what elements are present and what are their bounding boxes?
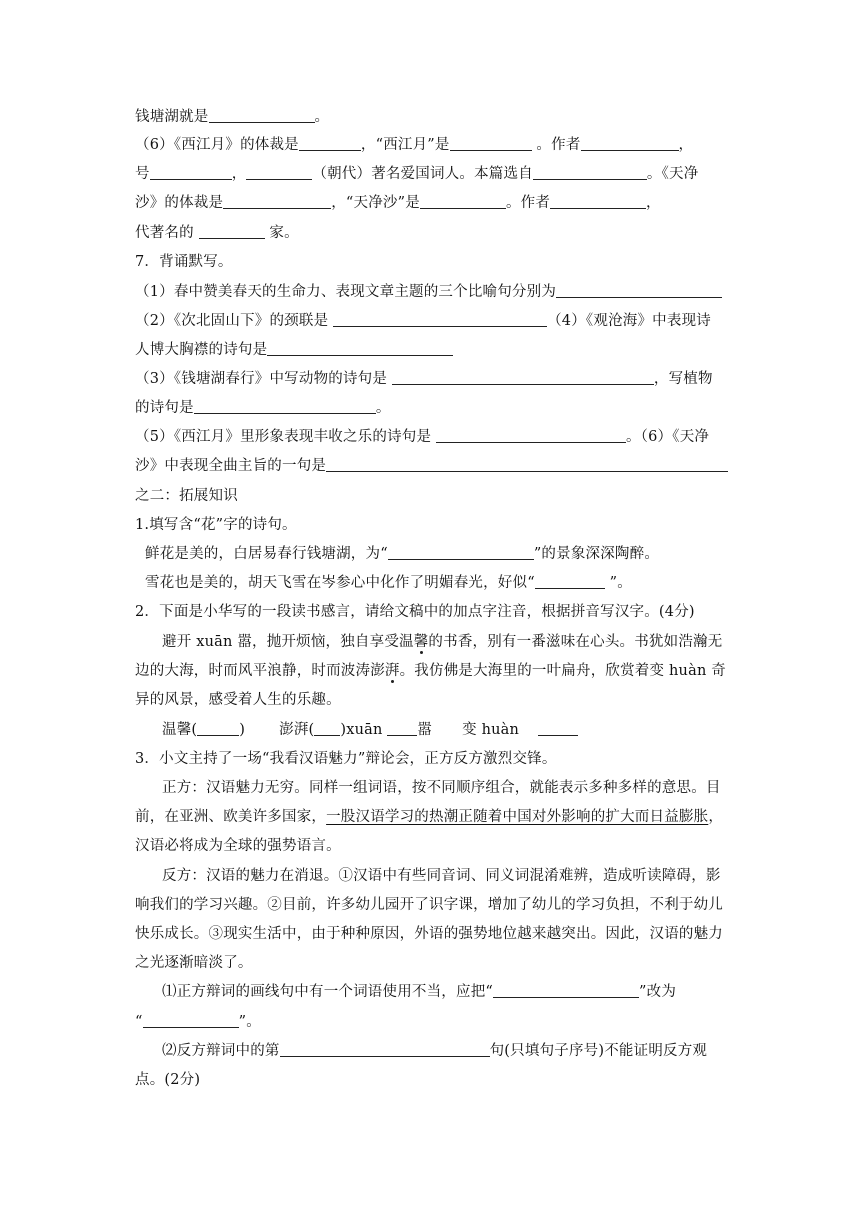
text-line	[135, 659, 726, 680]
text: 句(只填句子序号)不能证明反方观	[489, 1043, 708, 1059]
text: 7．背诵默写。	[135, 254, 233, 270]
fill-blank[interactable]	[388, 544, 534, 560]
fill-blank[interactable]	[493, 982, 639, 998]
section-heading	[135, 484, 238, 505]
text-line	[162, 776, 721, 797]
text-line	[135, 396, 391, 417]
text: 的书香，别有一番滋味在心头。书犹如浩瀚无	[428, 634, 723, 650]
text: 温馨(	[162, 722, 198, 738]
text-line	[145, 571, 632, 592]
text: 号	[135, 166, 150, 182]
question-heading	[135, 250, 233, 271]
text-line	[135, 367, 713, 388]
text-line	[135, 221, 299, 242]
text-line	[135, 1068, 200, 1089]
text: ”。	[238, 1014, 261, 1030]
text: 正方：汉语魅力无穷。同样一组词语，按不同顺序组合，就能表示多种多样的意思。目	[162, 780, 721, 796]
dotted-char: 馨	[413, 634, 429, 650]
text-line	[135, 951, 253, 972]
text: 1.填写含“花”字的诗句。	[135, 517, 297, 533]
pinyin-blank[interactable]	[197, 720, 239, 736]
text: 家。	[264, 225, 299, 241]
text: 。我仿佛是大海里的一叶扁舟，欣赏着变 huàn 奇	[399, 663, 726, 679]
text-line	[135, 280, 722, 301]
fill-blank[interactable]	[420, 193, 506, 209]
text: 钱塘湖就是	[135, 109, 209, 125]
fill-blank[interactable]	[392, 369, 654, 385]
text: ，“西江月”是	[360, 137, 450, 153]
text-line	[135, 834, 341, 855]
text: 点。(2分)	[135, 1072, 201, 1088]
text-line	[135, 309, 711, 330]
text-line	[135, 688, 341, 709]
fill-blank[interactable]	[556, 282, 722, 298]
text: ，	[231, 166, 247, 182]
text: （4）《观沧海》中表现诗	[547, 313, 711, 329]
text: 前，在亚洲、欧美许多国家，	[135, 809, 327, 825]
text: )xuān	[340, 722, 388, 738]
text: ，	[678, 137, 694, 153]
question-heading	[135, 600, 695, 621]
fill-blank[interactable]	[209, 107, 315, 123]
fill-blank[interactable]	[246, 164, 312, 180]
text: 嚣	[417, 722, 433, 738]
text: ，	[646, 195, 661, 211]
fill-blank[interactable]	[535, 573, 605, 589]
text: ⑴正方辩词的画线句中有一个词语使用不当，应把“	[162, 984, 494, 1000]
hanzi-blank[interactable]	[538, 720, 578, 736]
text: ”。	[604, 575, 632, 591]
text: 响我们的学习兴趣。②目前，许多幼儿园开了识字课，增加了幼儿的学习负担，不利于幼儿	[135, 897, 723, 913]
text: （6）《西江月》的体裁是	[135, 137, 299, 153]
text: 。作者	[531, 137, 581, 153]
fill-blank[interactable]	[143, 1012, 239, 1028]
text: 。《天净	[646, 166, 699, 182]
text: 。	[314, 109, 330, 125]
fill-blank[interactable]	[450, 135, 532, 151]
text: ，写植物	[653, 371, 713, 387]
underlined-sentence: 一股汉语学习的热潮正随着中国对外影响的扩大而日益膨胀	[326, 809, 709, 825]
text: )	[239, 722, 246, 738]
text-line	[135, 105, 329, 126]
text-line	[135, 338, 453, 359]
text: （朝代）著名爱国词人。本篇选自	[312, 166, 533, 182]
text: 澎湃(	[279, 722, 315, 738]
text-line	[135, 425, 709, 446]
text-line	[162, 980, 676, 1001]
fill-blank[interactable]	[280, 1041, 490, 1057]
fill-blank[interactable]	[199, 223, 265, 239]
fill-blank[interactable]	[581, 135, 679, 151]
fill-blank[interactable]	[436, 427, 626, 443]
text: 反方：汉语的魅力在消退。①汉语中有些同音词、同义词混淆难辨，造成听读障碍，影	[162, 868, 721, 884]
text: 变 huàn	[462, 722, 524, 738]
question-heading	[135, 747, 557, 768]
text: 汉语必将成为全球的强势语言。	[135, 838, 341, 854]
text: 代著名的	[135, 225, 199, 241]
dotted-char: 湃	[384, 663, 400, 679]
text: 快乐成长。③现实生活中，由于种种原因，外语的强势地位越来越突出。因此，汉语的魅力	[135, 926, 723, 942]
text: ”改为	[639, 984, 677, 1000]
text: 之光逐渐暗淡了。	[135, 955, 253, 971]
fill-blank[interactable]	[326, 456, 728, 472]
text-line	[162, 1039, 707, 1060]
text-line	[135, 922, 723, 943]
text: ，	[708, 809, 724, 825]
text-line	[135, 893, 723, 914]
text: （2）《次北固山下》的颈联是	[135, 313, 334, 329]
text: 。（6）《天净	[625, 429, 710, 445]
text-line	[135, 162, 698, 183]
fill-blank[interactable]	[194, 398, 376, 414]
text: 边的大海，时而风平浪静，时而波涛澎	[135, 663, 385, 679]
text: ⑵反方辩词中的第	[162, 1043, 280, 1059]
fill-blank[interactable]	[150, 164, 232, 180]
text-line	[135, 1010, 261, 1031]
text: 避开 xuān 嚣，抛开烦恼，独自享受温	[162, 634, 414, 650]
answer-row	[162, 718, 578, 739]
fill-blank[interactable]	[223, 193, 331, 209]
text: 人博大胸襟的诗句是	[135, 342, 268, 358]
text-line	[145, 542, 659, 563]
text: 。	[375, 400, 391, 416]
text: 3．小文主持了一场“我看汉语魅力”辩论会，正方反方激烈交锋。	[135, 751, 557, 767]
text: （3）《钱塘湖春行》中写动物的诗句是	[135, 371, 392, 387]
pinyin-blank[interactable]	[314, 720, 340, 736]
text: ，“天净沙”是	[331, 195, 420, 211]
text: ”的景象深深陶醉。	[533, 546, 660, 562]
text: “	[135, 1014, 143, 1030]
question-heading	[135, 513, 297, 534]
text-line	[135, 191, 661, 212]
text-line	[135, 133, 693, 154]
fill-blank[interactable]	[333, 311, 547, 327]
text: （1）春中赞美春天的生命力、表现文章主题的三个比喻句分别为	[135, 284, 557, 300]
text: 2．下面是小华写的一段读书感言，请给文稿中的加点字注音，根据拼音写汉字。(4分)	[135, 604, 695, 620]
text: 沙》中表现全曲主旨的一句是	[135, 458, 327, 474]
text: （5）《西江月》里形象表现丰收之乐的诗句是	[135, 429, 436, 445]
hanzi-blank[interactable]	[387, 720, 417, 736]
fill-blank[interactable]	[533, 164, 647, 180]
text: 之二：拓展知识	[135, 488, 238, 504]
fill-blank[interactable]	[299, 135, 361, 151]
text: 雪花也是美的，胡天飞雪在岑参心中化作了明媚春光，好似“	[145, 575, 535, 591]
text-line	[135, 805, 723, 826]
text: 沙》的体裁是	[135, 195, 224, 211]
fill-blank[interactable]	[550, 193, 646, 209]
text-line	[162, 864, 721, 885]
fill-blank[interactable]	[267, 340, 453, 356]
text: 异的风景，感受着人生的乐趣。	[135, 692, 341, 708]
text-line	[135, 454, 728, 475]
text-line	[162, 630, 722, 651]
text: 的诗句是	[135, 400, 194, 416]
text: 鲜花是美的，白居易春行钱塘湖，为“	[145, 546, 388, 562]
text: 。作者	[505, 195, 551, 211]
